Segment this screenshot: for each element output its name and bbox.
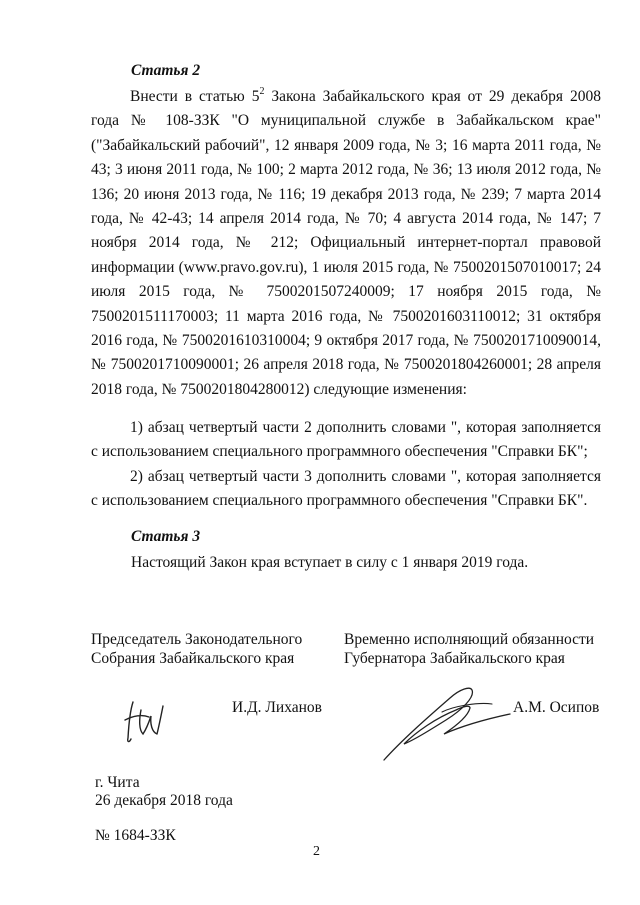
left-signature xyxy=(117,698,177,750)
article-3-title: Статья 3 xyxy=(131,528,201,545)
left-signatory-title: Председатель Законодательного Собрания Забайкальского края xyxy=(91,631,303,667)
right-signature xyxy=(382,680,522,765)
article-3-text: Настоящий Закон края вступает в силу с 1 января 2019 года. xyxy=(131,554,529,571)
article-2-title: Статья 2 xyxy=(131,62,201,79)
superscript-2: 2 xyxy=(259,85,265,97)
page-number: 2 xyxy=(313,844,320,859)
document-date: 26 декабря 2018 года xyxy=(95,792,233,809)
article-2-item-1: 1) абзац четвертый части 2 дополнить словами ", которая заполняется с использованием специального программного обеспечения "Справки БК"; xyxy=(91,419,601,461)
article-2-intro: Внести в статью $5^2$ Закона Забайкальского края от 29 декабря 2008 года № 108-ЗЗК "О муниципальной службе в Забайкальском крае" ("Забайкальский рабочий", 12 января 2009 года, № 3; 16 марта 2011 года, № 43; 3 июня 2011 года, № 100; 2 марта 2012 года, № 36; 13 июля 2012 года, № 136; 20 июня 2013 года, № 116; 19 декабря 2013 года, № 239; 7 марта 2014 года, № 42-43; 14 апреля 2014 года, № 70; 4 августа 2014 года, № 147; 7 ноября 2014 года, № 212; Официальный интернет-портал правовой информации (www.pravo.gov.ru), 1 июля 2015 года, № 7500201507010017; 24 июля 2015 года, № 7500201507240009; 17 ноября 2015 года, № 7500201511170003; 11 марта 2016 года, № 7500201603110012; 31 октября 2016 года, № 7500201610310004; 9 октября 2017 года, № 7500201710090014, № 7500201710090001; 26 апреля 2018 года, № 7500201804260001; 28 апреля 2018 года, № 7500201804280012) следующие изменения: xyxy=(91,85,601,398)
city: г. Чита xyxy=(95,774,140,791)
document-number: № 1684-ЗЗК xyxy=(95,827,176,844)
left-signatory-name: И.Д. Лиханов xyxy=(232,699,322,716)
article-2-item-2: 2) абзац четвертый части 3 дополнить словами ", которая заполняется с использованием специального программного обеспечения "Справки БК". xyxy=(91,468,601,510)
right-signatory-name: А.М. Осипов xyxy=(513,699,600,716)
right-signatory-title: Временно исполняющий обязанности Губернатора Забайкальского края xyxy=(344,631,595,667)
